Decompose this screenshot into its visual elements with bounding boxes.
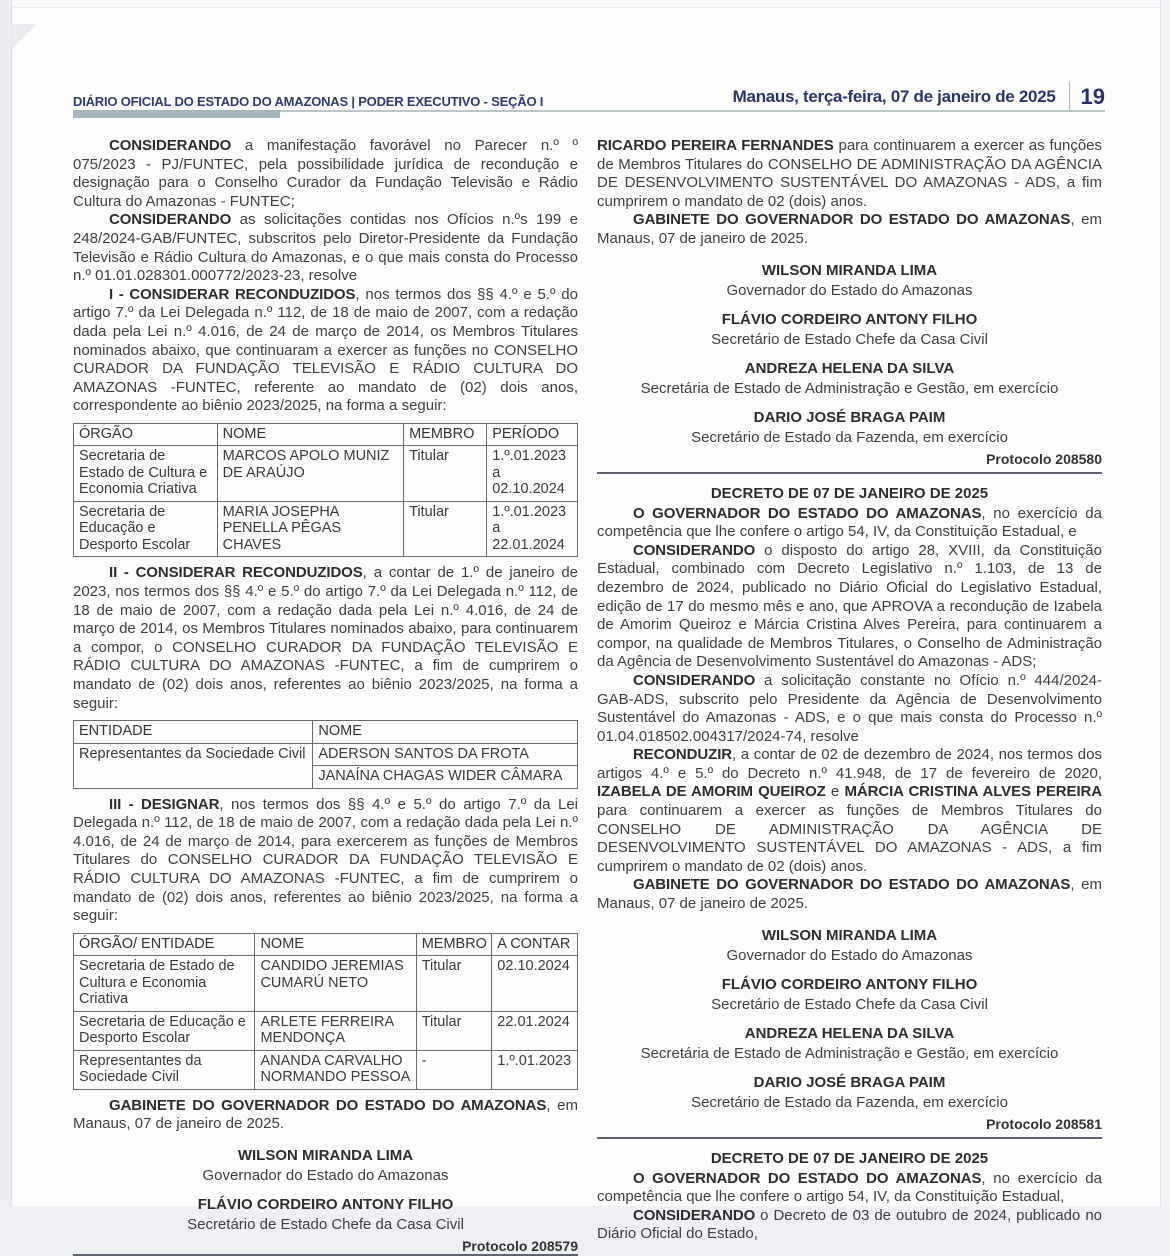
photo-edge-left xyxy=(0,0,12,1206)
column-header: PERÍODO xyxy=(487,423,578,446)
text-run: , a contar de 1.º de janeiro de 2023, nos termos dos §§ 4.º e 5.º do artigo 7.º da Lei Delegada n.º 112, de 18 de maio de 2007, com a redação dada pela Lei n.º 4.016, de 24 de março de 2014, os Membros Titulares nominados abaixo, para continuarem a compor, o CONSELHO CURADOR DA FUNDAÇÃO TELEVISÃO E RÁDIO CULTURA DO AMAZONAS -FUNTEC, a fim de cumprirem o mandato de (02) dois anos, referentes ao biênio 2023/2025, na forma a seguir: xyxy=(73,564,578,712)
column-header: ENTIDADE xyxy=(74,721,313,744)
column-header: MEMBRO xyxy=(416,933,492,956)
table-row xyxy=(74,1050,578,1089)
paragraph xyxy=(597,1207,1102,1244)
signature-role: Governador do Estado do Amazonas xyxy=(202,1167,449,1184)
paragraph xyxy=(597,505,1102,542)
paragraph xyxy=(73,1097,578,1134)
signature xyxy=(597,926,1102,966)
photo-edge-top xyxy=(0,0,1170,8)
paragraph xyxy=(597,672,1102,746)
header-separator xyxy=(1069,82,1070,112)
bold-run: CONSIDERANDO xyxy=(633,671,756,689)
text-run: , em Manaus, 07 de janeiro de 2025. xyxy=(73,1096,578,1133)
text-run: e xyxy=(825,783,845,801)
bold-run: CONSIDERANDO xyxy=(633,1206,756,1224)
table-cell: Secretaria de Estado de Cultura e Economia Criativa xyxy=(74,956,255,1012)
signature xyxy=(597,1073,1102,1113)
signature-name: FLÁVIO CORDEIRO ANTONY FILHO xyxy=(721,310,978,328)
masthead xyxy=(73,82,1105,112)
table-cell: Secretaria de Educação e Desporto Escolar xyxy=(74,501,218,557)
paragraph xyxy=(597,211,1102,248)
table-header-row xyxy=(74,721,578,744)
table-cell: ADERSON SANTOS DA FROTA xyxy=(313,743,578,766)
signature-name: WILSON MIRANDA LIMA xyxy=(237,1147,414,1164)
table-cell: Secretaria de Educação e Desporto Escolar xyxy=(74,1011,255,1050)
signature-role: Secretária de Estado de Administração e Gestão, em exercício xyxy=(640,379,1059,397)
paragraph xyxy=(73,286,578,416)
text-run: , em Manaus, 07 de janeiro de 2025. xyxy=(597,876,1102,913)
doc-table xyxy=(73,720,578,789)
table-row xyxy=(74,1011,578,1050)
column-header: MEMBRO xyxy=(404,423,487,446)
column-left xyxy=(73,137,578,1254)
bold-run: I - CONSIDERAR RECONDUZIDOS xyxy=(109,285,356,303)
text-run: para continuarem a exercer as funções de Membros Titulares do CONSELHO DE ADMINISTRAÇÃO DA AGÊNCIA DE DESENVOLVIMENTO SUSTENTÁVEL DO AMAZONAS - ADS, a fim cumprirem o mandato de 02 (dois) anos. xyxy=(597,137,1103,210)
signature-name: WILSON MIRANDA LIMA xyxy=(761,926,938,944)
table-cell: 22.01.2024 xyxy=(492,1011,578,1050)
table-cell: ANANDA CARVALHO NORMANDO PESSOA xyxy=(255,1050,416,1089)
photo-edge-right xyxy=(1160,0,1170,1206)
table-cell: 1.º.01.2023 xyxy=(492,1050,578,1089)
signature xyxy=(597,310,1102,350)
signature-role: Secretário de Estado Chefe da Casa Civil xyxy=(711,330,988,348)
paragraph xyxy=(597,1170,1102,1207)
signature-name: WILSON MIRANDA LIMA xyxy=(761,261,938,279)
protocol-number: Protocolo 208579 xyxy=(462,1238,578,1254)
signature-name: ANDREZA HELENA DA SILVA xyxy=(744,1024,955,1042)
text-run: , a contar de 02 de dezembro de 2024, nos termos dos artigos 4.º e 5.º do Decreto n.º 41.948, de 17 de fevereiro de 2020, xyxy=(597,746,1102,782)
signature-role: Governador do Estado do Amazonas xyxy=(726,281,973,299)
table-cell: Titular xyxy=(416,1011,492,1050)
text-run: o Decreto de 03 de outubro de 2024, publicado no Diário Oficial do Estado, xyxy=(597,1206,1102,1243)
signature xyxy=(597,261,1102,301)
signature xyxy=(73,1195,578,1235)
section-title: | PODER EXECUTIVO - SEÇÃO I xyxy=(351,94,544,109)
paragraph xyxy=(597,137,1102,211)
bold-run: IZABELA DE AMORIM QUEIROZ xyxy=(597,783,826,801)
bold-run: III - DESIGNAR xyxy=(109,795,220,813)
paragraph xyxy=(73,564,578,713)
table-cell: Titular xyxy=(404,446,487,502)
signature xyxy=(73,1146,578,1186)
signature-role: Secretário de Estado da Fazenda, em exercício xyxy=(691,1093,1008,1111)
bold-run: GABINETE DO GOVERNADOR DO ESTADO DO AMAZONAS xyxy=(633,211,1071,229)
decree-title: DECRETO DE 07 DE JANEIRO DE 2025 xyxy=(710,1149,989,1167)
signature-name: FLÁVIO CORDEIRO ANTONY FILHO xyxy=(721,975,978,993)
table-header-row xyxy=(74,423,578,446)
text-run: o disposto do artigo 28, XVIII, da Constituição Estadual, combinado com Decreto Legislativo n.º 1.103, de 13 de dezembro de 2024, publicado no Diário Oficial do Legislativo Estadual, edição de 17 do mesmo mês e ano, que APROVA a recondução de Izabela de Amorim Queiroz e Márcia Cristina Alves Pereira, para continuarem a compor, na qualidade de Membros Titulares, o Conselho de Administração da Agência de Desenvolvimento Sustentável do Amazonas - ADS; xyxy=(597,541,1102,671)
paragraph xyxy=(73,796,578,926)
bold-run: O GOVERNADOR DO ESTADO DO AMAZONAS xyxy=(633,1169,982,1187)
page-corner-fold xyxy=(11,24,37,50)
signature-role: Governador do Estado do Amazonas xyxy=(726,946,973,964)
table-cell: CANDIDO JEREMIAS CUMARÚ NETO xyxy=(255,956,416,1012)
text-run: a manifestação favorável no Parecer n.º º 075/2023 - PJ/FUNTEC, pela possibilidade jurídica de recondução e designação para o Conselho Curador da Fundação Televisão e Rádio Cultura do Amazonas - FUNTEC; xyxy=(73,137,578,210)
column-right xyxy=(597,137,1103,1243)
table-cell: MARCOS APOLO MUNIZ DE ARAÚJO xyxy=(217,446,403,502)
page-number: 19 xyxy=(1080,84,1105,109)
protocol-number: Protocolo 208580 xyxy=(986,450,1102,467)
paragraph xyxy=(73,137,578,211)
table-cell: Titular xyxy=(404,501,487,557)
table-cell: Secretaria de Estado de Cultura e Economia Criativa xyxy=(74,446,218,502)
text-run: , nos termos dos §§ 4.º e 5.º do artigo 7.º da Lei Delegada n.º 112, de 18 de maio de 2007, com a redação dada pela Lei n.º 4.016, de 24 de março de 2014, para exercerem as funções de Membros Titulares do CONSELHO CURADOR DA FUNDAÇÃO TELEVISÃO E RÁDIO CULTURA DO AMAZONAS -FUNTEC, a fim de cumprirem o mandato de (02) dois anos, referentes ao biênio 2023/2025, na forma a seguir: xyxy=(73,795,578,925)
table-cell: 1.º.01.2023 a 22.01.2024 xyxy=(487,501,578,557)
column-header: NOME xyxy=(217,423,403,446)
text-run: , no exercício da competência que lhe confere o artigo 54, IV, da Constituição Estadual, xyxy=(597,1169,1102,1206)
text-run: a solicitação constante no Ofício n.º 444/2024-GAB-ADS, subscrito pelo Presidente da Agência de Desenvolvimento Sustentável do Amazonas - ADS, e o que mais consta do Processo n.º 01.04.018502.004317/2024-74, resolve xyxy=(597,671,1102,745)
decree-title: DECRETO DE 07 DE JANEIRO DE 2025 xyxy=(710,484,989,502)
table-cell: 1.º.01.2023 a 02.10.2024 xyxy=(487,446,578,502)
header-rule xyxy=(73,110,1105,118)
paragraph xyxy=(597,542,1102,672)
signature-role: Secretária de Estado de Administração e Gestão, em exercício xyxy=(640,1044,1059,1062)
signature xyxy=(597,408,1102,448)
protocol-number: Protocolo 208581 xyxy=(986,1115,1102,1132)
table-header-row xyxy=(74,933,578,956)
text-run: as solicitações contidas nos Ofícios n.ºs 199 e 248/2024-GAB/FUNTEC, subscritos pelo Diretor-Presidente da Fundação Televisão e Rádio Cultura do Amazonas, e o que mais consta do Processo n.º 01.01.028301.000772/2023-23, resolve xyxy=(73,211,578,285)
text-run: , nos termos dos §§ 4.º e 5.º do artigo 7.º da Lei Delegada n.º 112, de 18 de maio de 2007, com a redação dada pela Lei n.º 4.016, de 24 de março de 2014, os Membros Titulares nominados abaixo, que continuaram a exercer as funções no CONSELHO CURADOR DA FUNDAÇÃO TELEVISÃO E RÁDIO CULTURA DO AMAZONAS -FUNTEC, referente ao mandato de (02) dois anos, correspondente ao biênio 2023/2025, na forma a seguir: xyxy=(73,285,578,415)
table-cell: JANAÍNA CHAGAS WIDER CÂMARA xyxy=(313,766,578,789)
signature-name: DARIO JOSÉ BRAGA PAIM xyxy=(753,408,946,426)
page-body xyxy=(73,137,1105,1254)
column-header: NOME xyxy=(255,933,416,956)
table-row xyxy=(74,743,578,766)
masthead-right xyxy=(733,82,1105,112)
doc-table xyxy=(73,933,578,1090)
bold-run: MÁRCIA CRISTINA ALVES PEREIRA xyxy=(844,783,1102,801)
header-rule-accent xyxy=(73,110,280,118)
gazette-title: DIÁRIO OFICIAL DO ESTADO DO AMAZONAS xyxy=(73,94,352,109)
table-cell: Representantes da Sociedade Civil xyxy=(74,1050,255,1089)
paragraph xyxy=(597,746,1102,876)
text-run: para continuarem a exercer as funções de Membros Titulares do CONSELHO DE ADMINISTRAÇÃO DA AGÊNCIA DE DESENVOLVIMENTO SUSTENTÁVEL DO AMAZONAS - ADS, a fim cumprirem o mandato de 02 (dois) anos. xyxy=(597,802,1102,875)
bold-run: CONSIDERANDO xyxy=(109,211,232,229)
doc-table xyxy=(73,423,578,558)
paragraph xyxy=(73,211,578,285)
signature-name: ANDREZA HELENA DA SILVA xyxy=(744,359,955,377)
edition-date: Manaus, terça-feira, 07 de janeiro de 2025 xyxy=(732,87,1056,106)
table-cell: 02.10.2024 xyxy=(492,956,578,1012)
signature-role: Secretário de Estado da Fazenda, em exercício xyxy=(691,428,1008,446)
signature-name: DARIO JOSÉ BRAGA PAIM xyxy=(753,1073,946,1091)
section-divider xyxy=(597,472,1102,474)
table-cell: ARLETE FERREIRA MENDONÇA xyxy=(255,1011,416,1050)
table-row xyxy=(74,446,578,502)
table-cell: Representantes da Sociedade Civil xyxy=(74,743,313,788)
column-header: A CONTAR xyxy=(492,933,578,956)
text-run: , em Manaus, 07 de janeiro de 2025. xyxy=(597,211,1102,247)
table-cell: Titular xyxy=(416,956,492,1012)
bold-run: CONSIDERANDO xyxy=(109,137,232,154)
signature xyxy=(597,359,1102,399)
bold-run: RICARDO PEREIRA FERNANDES xyxy=(597,137,834,154)
text-run: , no exercício da competência que lhe confere o artigo 54, IV, da Constituição Estadual, e xyxy=(597,504,1102,541)
bold-run: GABINETE DO GOVERNADOR DO ESTADO DO AMAZONAS xyxy=(633,876,1071,894)
signature-role: Secretário de Estado Chefe da Casa Civil xyxy=(187,1216,464,1233)
section-divider xyxy=(597,1137,1102,1139)
bold-run: II - CONSIDERAR RECONDUZIDOS xyxy=(109,564,363,582)
signature-name: FLÁVIO CORDEIRO ANTONY FILHO xyxy=(197,1196,454,1213)
signature xyxy=(597,1024,1102,1064)
bold-run: GABINETE DO GOVERNADOR DO ESTADO DO AMAZONAS xyxy=(109,1096,547,1114)
column-header: NOME xyxy=(313,721,578,744)
column-header: ÓRGÃO/ ENTIDADE xyxy=(74,933,255,956)
table-cell: - xyxy=(416,1050,492,1089)
paragraph xyxy=(597,876,1102,913)
signature xyxy=(597,975,1102,1015)
bold-run: CONSIDERANDO xyxy=(633,541,756,559)
table-row xyxy=(74,956,578,1012)
signature-role: Secretário de Estado Chefe da Casa Civil xyxy=(711,995,988,1013)
column-header: ÓRGÃO xyxy=(74,423,218,446)
bold-run: RECONDUZIR xyxy=(633,746,732,764)
bold-run: O GOVERNADOR DO ESTADO DO AMAZONAS xyxy=(633,504,982,522)
table-row xyxy=(74,501,578,557)
table-cell: MARIA JOSEPHA PENELLA PÊGAS CHAVES xyxy=(217,501,403,557)
